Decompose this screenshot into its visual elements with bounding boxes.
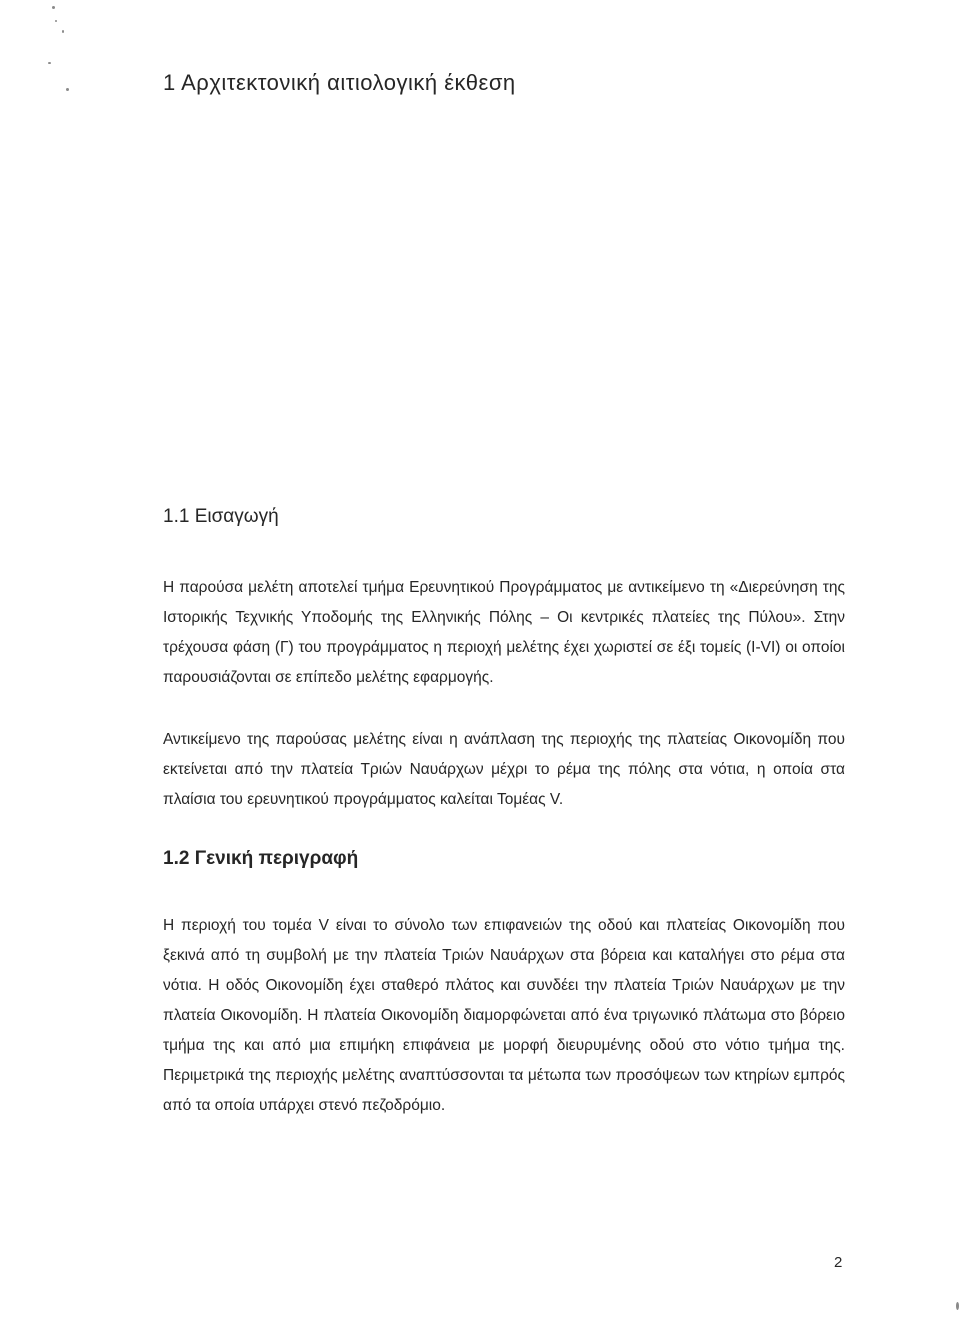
paragraph-intro-2: Αντικείμενο της παρούσας μελέτης είναι η ανάπλαση της περιοχής της πλατείας Οικονομίδη που εκτείνεται από την πλατεία Τριών Ναυάρχων μέχρι το ρέμα της πόλης στα νότια, η οποία στα πλαίσια του ερευνητικού προγράμματος καλείται Τομέας V. — [163, 731, 845, 808]
section-heading-introduction: 1.1 Εισαγωγή — [163, 506, 279, 527]
scan-speck — [66, 88, 69, 91]
scan-speck — [48, 62, 51, 64]
paragraph-general-1: Η περιοχή του τομέα V είναι το σύνολο των επιφανειών της οδού και πλατείας Οικονομίδη που ξεκινά από τη συμβολή με την πλατεία Τριών Ναυάρχων στα βόρεια και καταλήγει στο ρέμα στα νότια. Η οδός Οικονομίδη έχει σταθερό πλάτος και συνδέει την πλατεία Τριών Ναυάρχων με την πλατεία Οικονομίδη. Η πλατεία Οικονομίδη διαμορφώνεται από ένα τριγωνικό πλάτωμα στο βόρειο τμήμα της και από μια επιμήκη επιφάνεια με μορφή διευρυμένης οδού στο νότιο τμήμα της. Περιμετρικά της περιοχής μελέτης αναπτύσσονται τα μέτωπα των προσόψεων των κτηρίων εμπρός από τα οποία υπάρχει στενό πεζοδρόμιο. — [163, 917, 845, 1114]
paragraph-intro-1: Η παρούσα μελέτη αποτελεί τμήμα Ερευνητικού Προγράμματος με αντικείμενο τη «Διερεύνηση της Ιστορικής Τεχνικής Υποδομής της Ελληνικής Πόλης – Οι κεντρικές πλατείες της Πύλου». Στην τρέχουσα φάση (Γ) του προγράμματος η περιοχή μελέτης έχει χωριστεί σε έξι τομείς (I-VI) οι οποίοι παρουσιάζονται σε επίπεδο μελέτης εφαρμογής. — [163, 579, 845, 686]
scan-speck — [52, 6, 55, 9]
chapter-title: 1 Αρχιτεκτονική αιτιολογική έκθεση — [163, 70, 516, 95]
section-heading-general-description: 1.2 Γενική περιγραφή — [163, 848, 359, 869]
scan-speck — [62, 30, 64, 33]
page-number: 2 — [834, 1254, 843, 1271]
scan-speck — [956, 1302, 959, 1310]
scan-speck — [55, 20, 57, 22]
